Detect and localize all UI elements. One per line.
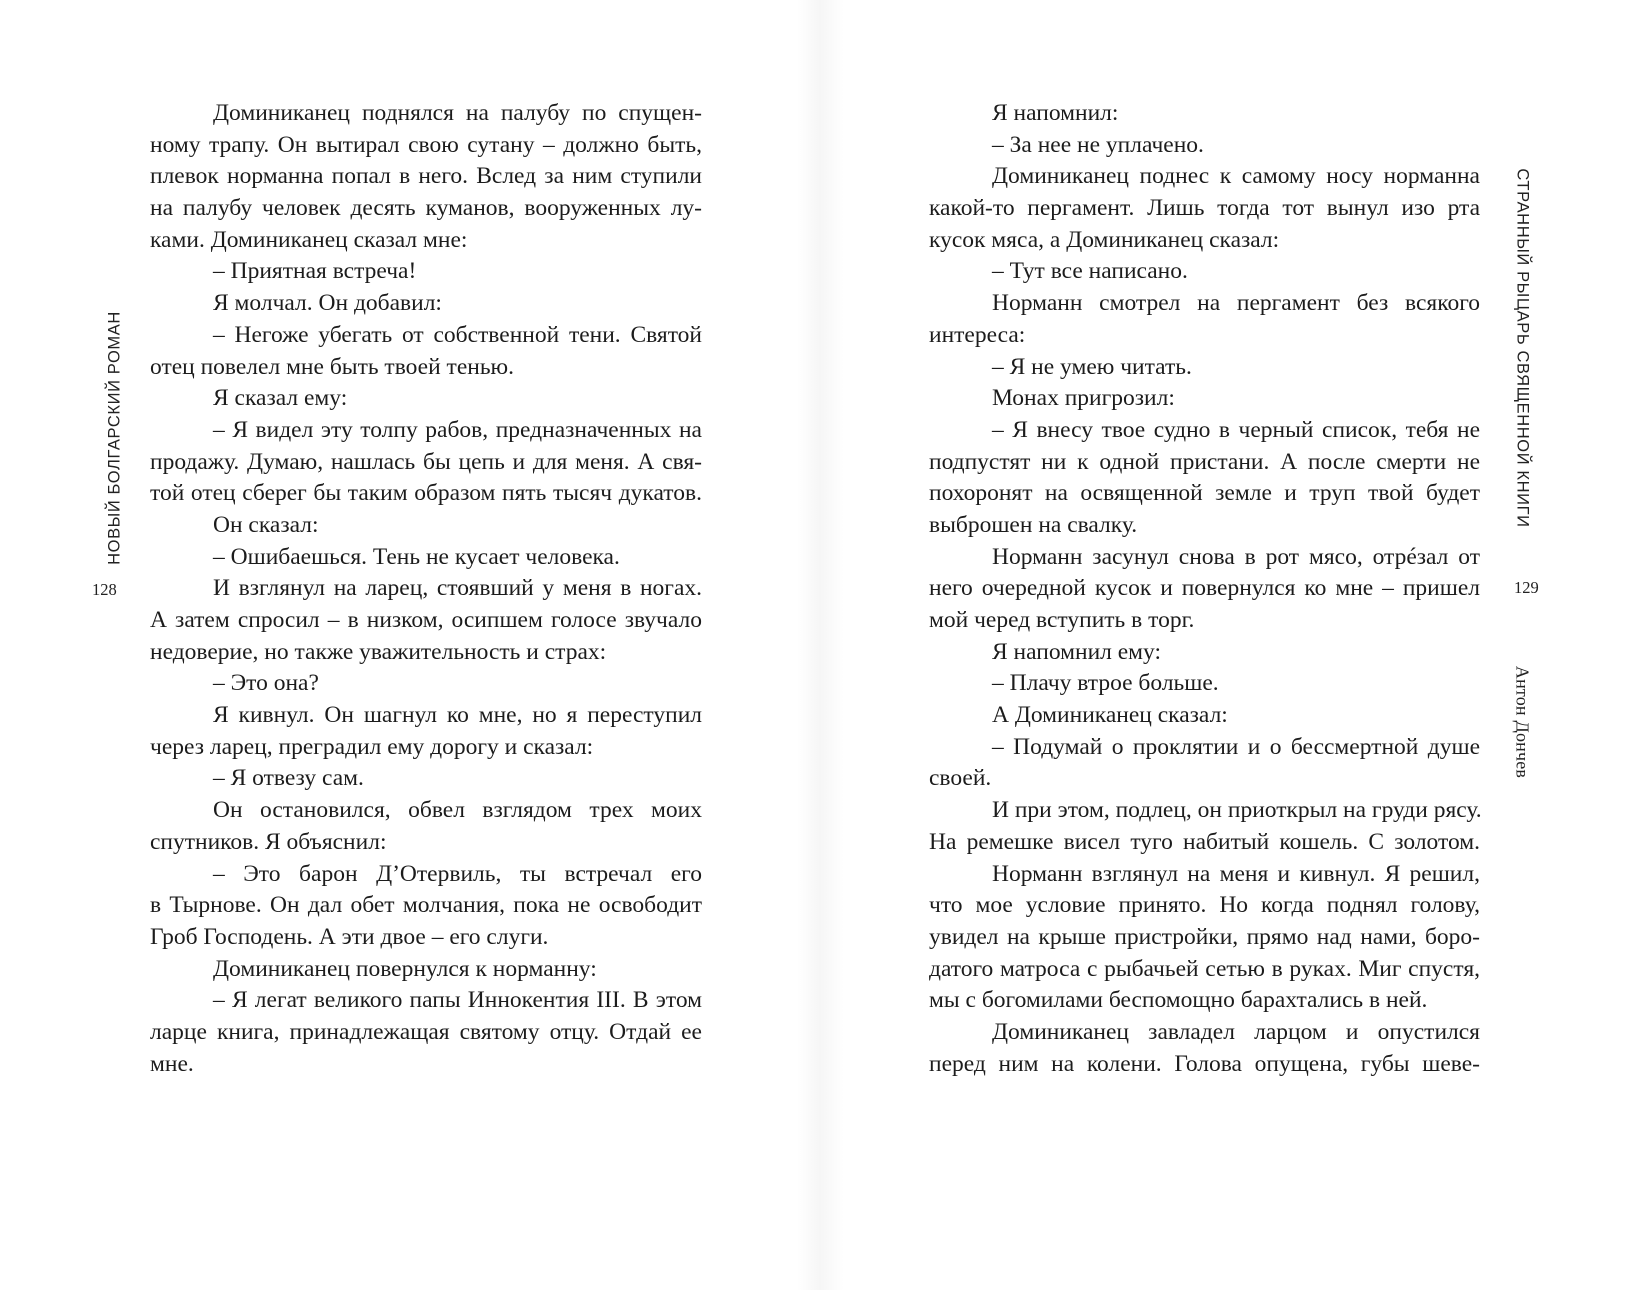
text-line: недоверие, но также уважительность и страх: (150, 638, 607, 665)
text-line: – Ошибаешься. Тень не кусает человека. (213, 543, 620, 570)
text-line: И взглянул на ларец, стоявший у меня в ногах. (213, 575, 702, 602)
text-line: – Плачу втрое больше. (992, 670, 1219, 697)
text-line: что мое условие принято. Но когда поднял голову, (929, 892, 1480, 919)
running-head-series: НОВЫЙ БОЛГАРСКИЙ РОМАН (105, 311, 124, 565)
text-line: – Это она? (213, 670, 319, 697)
text-line: – Негоже убегать от собственной тени. Святой (213, 321, 702, 348)
text-line: Я молчал. Он добавил: (213, 290, 442, 317)
text-line: – Это барон Д’Отервиль, ты встречал его (213, 860, 702, 887)
text-line: – Я видел эту толпу рабов, предназначенных на (213, 416, 702, 443)
text-line: увидел на крыше пристройки, прямо над нами, боро- (929, 923, 1480, 950)
text-line: Я напомнил: (992, 100, 1119, 126)
left-page-text (150, 98, 702, 1080)
text-line: – За нее не уплачено. (992, 131, 1204, 158)
text-line: мне. (150, 1050, 194, 1077)
text-line: через ларец, преградил ему дорогу и сказал: (150, 733, 594, 760)
text-line: спутников. Я объяснил: (150, 828, 387, 855)
text-line: похоронят на освященной земле и труп твой будет (929, 480, 1480, 507)
text-line: Он остановился, обвел взглядом трех моих (213, 797, 702, 824)
text-line: него очередной кусок и повернулся ко мне – пришел (929, 575, 1480, 602)
text-line: Я сказал ему: (213, 385, 348, 412)
text-line: Доминиканец поднялся на палубу по спущен- (213, 100, 702, 126)
text-line: отец повелел мне быть твоей тенью. (150, 353, 514, 380)
text-line: Норманн смотрел на пергамент без всякого (992, 290, 1480, 317)
page-number-right: 129 (1514, 578, 1539, 597)
text-line: Доминиканец поднес к самому носу норманна (992, 163, 1480, 190)
text-line: А затем спросил – в низком, осипшем голосе звучало (150, 607, 702, 633)
text-line: выброшен на свалку. (929, 511, 1138, 538)
text-line: своей. (929, 765, 992, 792)
text-line: какой-то пергамент. Лишь тогда тот вынул изо рта (929, 195, 1480, 222)
running-head-author: Антон Дончев (1512, 665, 1533, 779)
text-line: Норманн засунул снова в рот мясо, отрéзал от (992, 543, 1480, 570)
book-gutter (796, 0, 844, 1290)
text-line: плевок норманна попал в него. Вслед за ним ступили (150, 163, 702, 190)
text-line: той отец сберег бы таким образом пять тысяч дукатов. (150, 480, 702, 507)
page-number-left: 128 (92, 580, 117, 599)
text-line: Он сказал: (213, 511, 319, 538)
text-line: ларце книга, принадлежащая святому отцу. Отдай ее (150, 1018, 702, 1045)
text-line: на палубу человек десять куманов, вооруженных лу- (150, 195, 702, 222)
text-line: – Тут все написано. (992, 258, 1188, 285)
text-line: На ремешке висел туго набитый кошель. С золотом. (929, 828, 1480, 855)
text-line: Доминиканец завладел ларцом и опустился (992, 1018, 1480, 1045)
text-line: ному трапу. Он вытирал свою сутану – должно быть, (150, 131, 702, 158)
text-line: Монах пригрозил: (992, 385, 1175, 412)
text-line: И при этом, подлец, он приоткрыл на груди рясу. (992, 797, 1482, 824)
text-line: – Приятная встреча! (213, 258, 417, 285)
text-line: продажу. Думаю, нашлась бы цепь и для меня. А свя- (150, 448, 702, 475)
text-line: подпустят ни к одной пристани. А после смерти не (929, 448, 1480, 475)
text-line: перед ним на колени. Голова опущена, губы шеве- (929, 1050, 1480, 1077)
text-line: – Я не умею читать. (992, 353, 1192, 380)
text-line: в Тырнове. Он дал обет молчания, пока не освободит (150, 892, 702, 919)
text-line: – Я отвезу сам. (213, 765, 364, 792)
text-line: интереса: (929, 321, 1026, 348)
text-line: Я напомнил ему: (992, 638, 1162, 665)
text-line: кусок мяса, а Доминиканец сказал: (929, 226, 1280, 253)
text-line: мы с богомилами беспомощно барахтались в ней. (929, 987, 1428, 1014)
text-line: – Я внесу твое судно в черный список, тебя не (992, 416, 1480, 443)
right-page-text (929, 98, 1480, 1080)
text-line: Гроб Господень. А эти двое – его слуги. (150, 923, 549, 950)
text-line: А Доминиканец сказал: (992, 702, 1228, 729)
text-line: – Подумай о проклятии и о бессмертной душе (992, 733, 1480, 760)
text-line: мой черед вступить в торг. (929, 607, 1195, 633)
text-line: датого матроса с рыбачьей сетью в руках. Миг спустя, (929, 955, 1480, 982)
text-line: Я кивнул. Он шагнул ко мне, но я переступил (213, 702, 702, 729)
text-line: Норманн взглянул на меня и кивнул. Я решил, (992, 860, 1480, 887)
text-line: ками. Доминиканец сказал мне: (150, 226, 468, 253)
running-head-book-title: СТРАННЫЙ РЫЦАРЬ СВЯЩЕННОЙ КНИГИ (1513, 168, 1532, 528)
text-line: Доминиканец повернулся к норманну: (213, 955, 597, 982)
text-line: – Я легат великого папы Иннокентия III. В этом (213, 987, 702, 1014)
